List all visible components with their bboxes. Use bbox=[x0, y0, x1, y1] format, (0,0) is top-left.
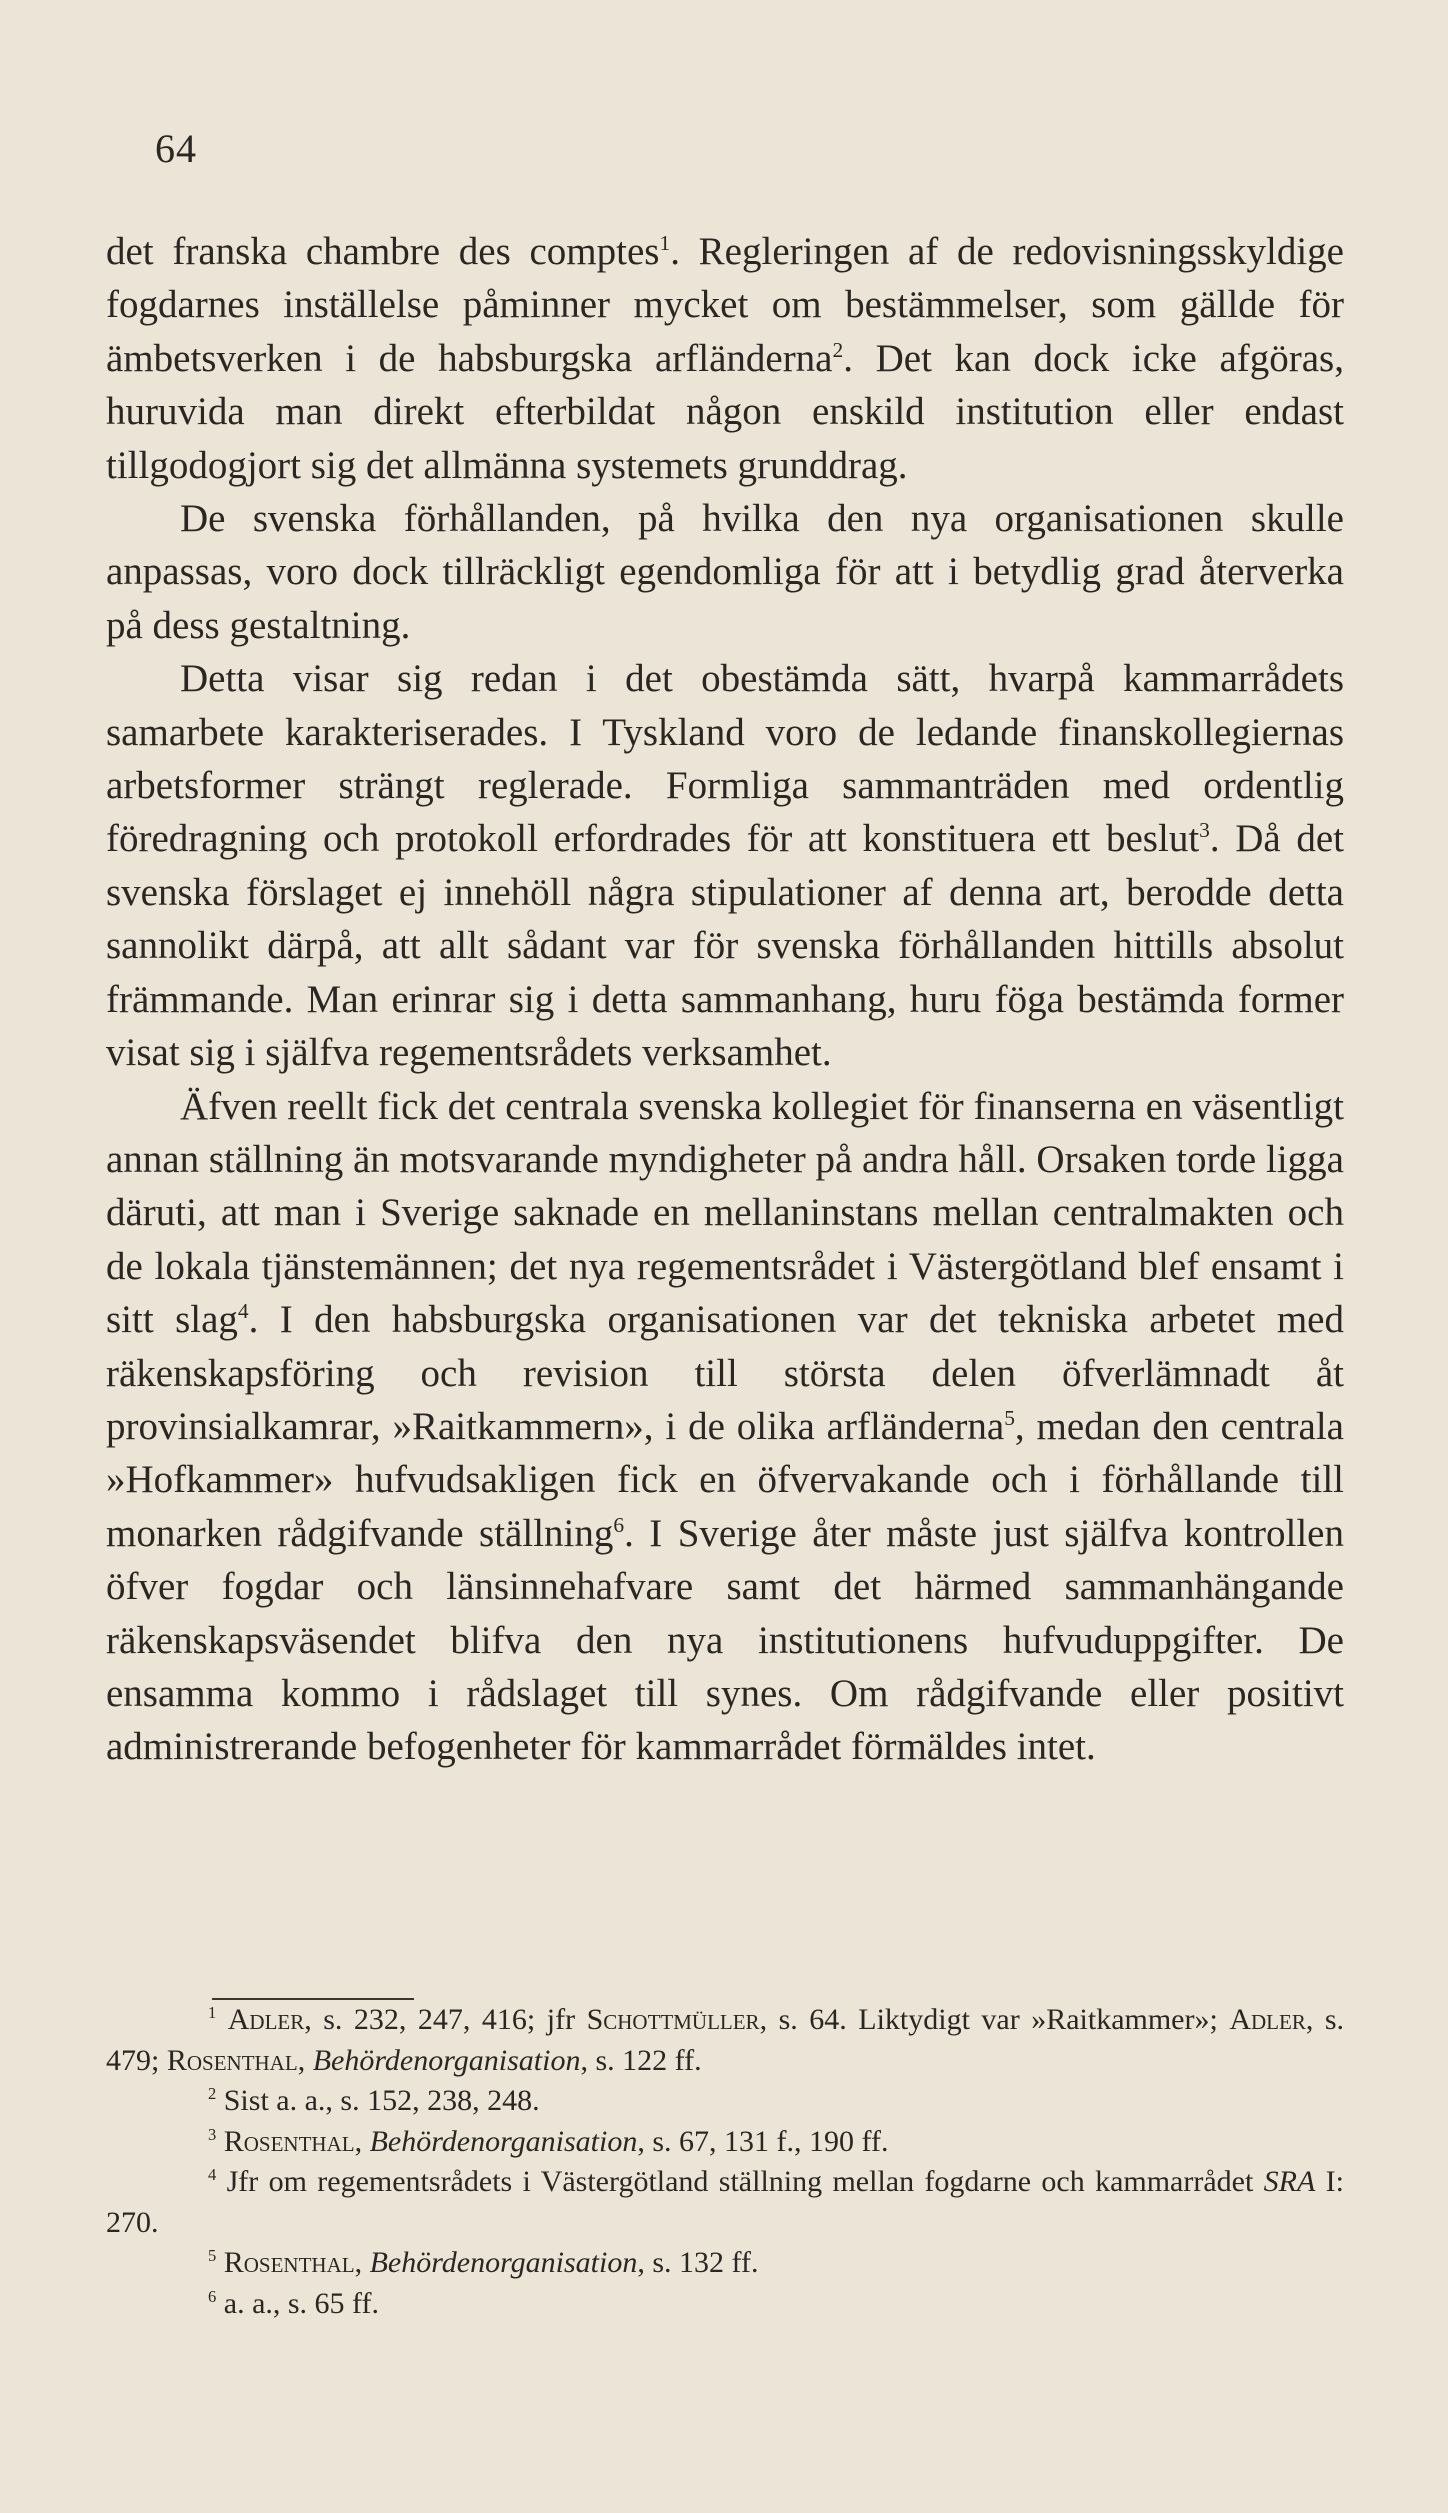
text-run: , bbox=[354, 2246, 370, 2279]
work-title: Behördenorganisation bbox=[312, 2043, 581, 2077]
text-run: . I Sverige åter måste just själfva kontrollen öfver fogdar och länsinnehafvare samt det härmed sammanhängande räkenskapsväsendet blifva den nya institutionens hufvuduppgifter. De ensamma kommo i rådslaget till synes. Om rådgifvande eller positivt administrerande befogenheter för kammarrådet förmäldes intet. bbox=[106, 1511, 1344, 1769]
footnote-marker: 6 bbox=[208, 2286, 217, 2306]
text-run: det franska chambre des comptes bbox=[106, 230, 660, 273]
footnote bbox=[106, 2122, 1344, 2163]
footnote bbox=[106, 2081, 1344, 2122]
footnote-marker: 3 bbox=[208, 2124, 217, 2144]
text-run: Jfr om regementsrådets i Västergötland ställning mellan fogdarne och kammarrådet bbox=[216, 2165, 1264, 2198]
work-title: Behördenorganisation bbox=[369, 2246, 638, 2279]
footnote-marker: 4 bbox=[237, 1299, 249, 1324]
footnote-marker: 4 bbox=[208, 2165, 217, 2184]
text-run: , bbox=[297, 2043, 313, 2077]
paragraph bbox=[106, 492, 1344, 652]
text-run: . Regleringen af de redovisningsskyldige fogdarnes inställelse påminner mycket om bestämmelser, som gällde för ämbetsverken i de habsburgska arfländerna bbox=[106, 230, 1344, 380]
text-run: , s. 232, 247, 416; jfr bbox=[304, 2003, 587, 2036]
work-title: Behördenorganisation bbox=[369, 2124, 638, 2158]
footnote-marker: 6 bbox=[613, 1512, 625, 1537]
text-run: Detta visar sig redan i det obestämda sätt, hvarpå kammarrådets samarbete karakteriserades. I Tyskland voro de ledande finanskollegiernas arbetsformer strängt reglerade. Formliga sammanträden med ordentlig föredragning och protokoll erfordrades för att konstituera ett beslut bbox=[106, 657, 1344, 861]
footnote-marker: 1 bbox=[659, 231, 671, 255]
author-name: Schottmüller bbox=[586, 2003, 760, 2036]
text-run bbox=[216, 2003, 228, 2036]
text-run: Äfven reellt fick det centrala svenska kollegiet för finanserna en väsentligt annan ställning än motsvarande myndigheter på andra håll. Orsaken torde ligga däruti, att man i Sverige saknade en mellaninstans mellan centralmakten och de lokala tjänstemännen; det nya regementsrådet i Västergötland blef ensamt i sitt slag bbox=[106, 1084, 1344, 1342]
footnote-marker: 2 bbox=[208, 2084, 217, 2103]
footnote bbox=[106, 2284, 1344, 2325]
text-run: Sist a. a., s. 152, 238, 248. bbox=[216, 2084, 540, 2117]
text-run: . Det kan dock icke afgöras, huruvida man direkt efterbildat någon enskild institution eller endast tillgodogjort sig det allmänna systemets grunddrag. bbox=[106, 336, 1344, 487]
footnotes bbox=[106, 2000, 1344, 2324]
paragraph bbox=[106, 225, 1344, 492]
body-text bbox=[106, 225, 1344, 1774]
page-number: 64 bbox=[155, 126, 197, 171]
text-run: , medan den centrala »Hofkammer» hufvudsakligen fick en öfvervakande och i förhållande till monarken rådgifvande ställning bbox=[106, 1404, 1344, 1555]
footnote bbox=[106, 2243, 1344, 2284]
footnote-marker: 5 bbox=[208, 2246, 217, 2265]
author-name: Rosenthal bbox=[166, 2043, 298, 2077]
author-name: Rosenthal bbox=[223, 2124, 355, 2158]
text-run: a. a., s. 65 ff. bbox=[216, 2286, 379, 2320]
work-title: SRA bbox=[1263, 2165, 1316, 2198]
text-run bbox=[216, 2125, 224, 2158]
text-run: , bbox=[354, 2124, 370, 2158]
footnote bbox=[106, 2000, 1344, 2081]
text-run: De svenska förhållanden, på hvilka den nya organisationen skulle anpassas, voro dock tillräckligt egendomliga för att i betydlig grad återverka på dess gestaltning. bbox=[106, 497, 1344, 647]
author-name: Rosenthal bbox=[223, 2246, 355, 2279]
text-run: , s. 479; bbox=[106, 2003, 1344, 2077]
text-run: , s. 122 ff. bbox=[580, 2043, 702, 2077]
text-run: , s. 64. Liktydigt var »Raitkammer»; bbox=[759, 2003, 1230, 2036]
text-run: I: 270. bbox=[106, 2165, 1345, 2239]
text-run: , s. 132 ff. bbox=[637, 2246, 759, 2279]
footnote-marker: 3 bbox=[1199, 818, 1210, 843]
text-run bbox=[216, 2246, 224, 2279]
footnote-marker: 5 bbox=[1004, 1405, 1015, 1430]
author-name: Adler bbox=[1229, 2003, 1306, 2036]
footnote-marker: 2 bbox=[832, 337, 844, 362]
text-run: . Då det svenska förslaget ej innehöll några stipulationer af denna art, berodde detta sannolikt därpå, att allt sådant var för svenska förhållanden hittills absolut främmande. Man erinrar sig i detta sammanhang, huru föga bestämda former visat sig i själfva regementsrådets verksamhet. bbox=[106, 817, 1344, 1075]
text-run: , s. 67, 131 f., 190 ff. bbox=[637, 2124, 889, 2158]
author-name: Adler bbox=[227, 2003, 305, 2036]
footnote-marker: 1 bbox=[208, 2003, 217, 2022]
text-run: . I den habsburgska organisationen var det tekniska arbetet med räkenskapsföring och revision till största delen öfverlämnadt åt provinsialkamrar, »Raitkammern», i de olika arfländerna bbox=[106, 1298, 1344, 1448]
paragraph bbox=[106, 1080, 1344, 1774]
paragraph bbox=[106, 652, 1344, 1079]
footnote bbox=[106, 2162, 1344, 2243]
